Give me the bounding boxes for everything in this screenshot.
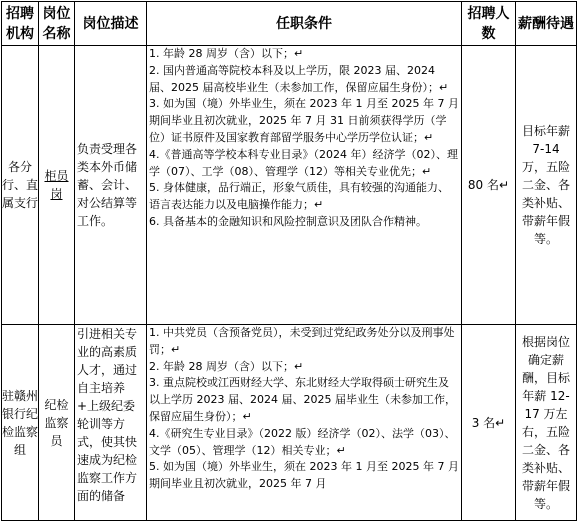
requirement-item: 3. 如为国（境）外毕业生，须在 2023 年 1 月至 2025 年 7 月期间毕业且初次就业，2025 年 7 月 31 日前须获得学历（学位）证书原件及国家教育部留学服务中心学历学位认证；↵ [149,97,459,144]
requirement-item: 6. 具备基本的金融知识和风险控制意识及团队合作精神。 [149,214,427,228]
position-cell: 纪检监察员 [39,325,75,521]
requirement-item: 5. 如为国（境）外毕业生，须在 2023 年 1 月至 2025 年 7 月期间毕业且初次就业，2025 年 7 月 [149,460,459,491]
header-org: 招聘机构 [2,2,39,46]
requirement-item: 1. 中共党员（含预备党员），未受到过党纪政务处分以及刑事处罚；↵ [149,326,455,356]
header-count: 招聘人数 [462,2,516,46]
count-cell: 80 名↵ [462,46,516,325]
position-text: 柜员岗 [44,169,69,201]
description-cell: 引进相关专业的高素质人才，通过自主培养+上级纪委轮训等方式，使其快速成为纪检监察工作方面的储备 [75,325,147,521]
salary-cell: 根据岗位确定薪酬，目标年薪 12-17 万左右，五险二金、各类补贴、带薪年假等。 [516,325,577,521]
header-requirements: 任职条件 [147,2,462,46]
salary-cell: 目标年薪 7-14 万，五险二金、各类补贴、带薪年假等。 [516,46,577,325]
org-cell: 驻赣州银行纪检监察组 [2,325,39,521]
requirement-item: 4.《普通高等学校本科专业目录》（2024 年）经济学（02）、理学（07）、工学（08）、管理学（12）等相关专业优先；↵ [149,147,458,178]
requirement-item: 2. 国内普通高等院校本科及以上学历，限 2023 届、2024 届、2025 届高校毕业生（未参加工作，保留应届生身份）；↵ [149,63,449,94]
header-position: 岗位名称 [39,2,75,46]
header-description: 岗位描述 [75,2,147,46]
table-row [2,325,577,521]
requirement-item: 2. 年龄 28 周岁（含）以下；↵ [149,359,304,373]
requirements-cell [147,325,462,521]
recruitment-table [1,1,577,521]
description-cell: 负责受理各类本外币储蓄、会计、对公结算等工作。 [75,46,147,325]
requirement-item: 4.《研究生专业目录》（2022 版）经济学（02）、法学（03）、文学（05）、管理学（12）相关专业；↵ [149,426,456,457]
requirement-item: 5. 身体健康，品行端正，形象气质佳，具有较强的沟通能力、语言表达能力以及电脑操作能力；↵ [149,181,449,212]
count-cell: 3 名↵ [462,325,516,521]
header-salary: 薪酬待遇 [516,2,577,46]
table-row [2,46,577,325]
org-cell: 各分行、直属支行 [2,46,39,325]
header-row [2,2,577,46]
requirements-cell [147,46,462,325]
requirement-item: 3. 重点院校或江西财经大学、东北财经大学取得硕士研究生及以上学历 2023 届、2024 届、2025 届毕业生（未参加工作，保留应届生身份）；↵ [149,376,456,423]
requirement-item: 1. 年龄 28 周岁（含）以下；↵ [149,47,304,60]
position-cell [39,46,75,325]
